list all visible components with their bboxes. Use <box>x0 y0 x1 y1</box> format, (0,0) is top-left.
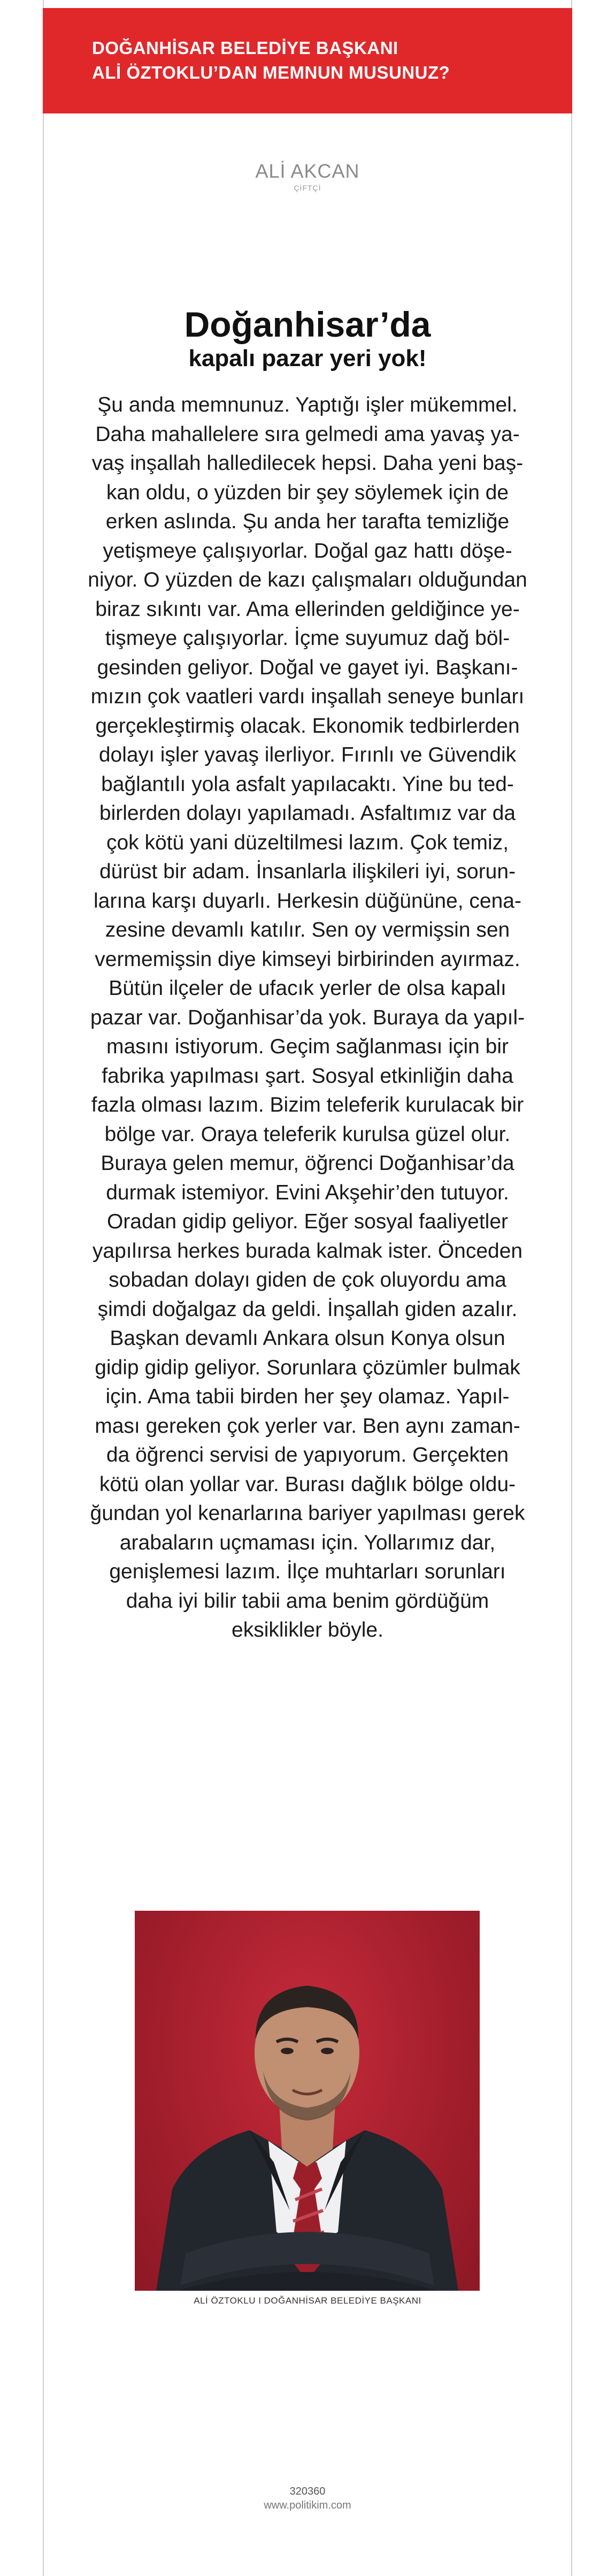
headline-block <box>43 304 572 373</box>
article-line: tişmeye çalışıyorlar. İçme suyumuz dağ böl- <box>105 627 510 650</box>
article-line: masını istiyorum. Geçim sağlanması için bir <box>106 1035 509 1058</box>
article-line: da öğrenci servisi de yapıyorum. Gerçekten <box>106 1443 509 1466</box>
article-line: için. Ama tabii birden her şey olamaz. Yapıl- <box>105 1385 510 1408</box>
photo-caption: ALİ ÖZTOKLU I DOĞANHİSAR BELEDİYE BAŞKANI <box>194 2296 421 2306</box>
article-line: durmak istemiyor. Evini Akşehir’den tutuyor. <box>106 1181 509 1204</box>
article-line: yapılırsa herkes burada kalmak ister. Önceden <box>92 1239 523 1263</box>
article-line: ğundan yol kenarlarına bariyer yapılması gerek <box>90 1502 525 1525</box>
article-line: şimdi doğalgaz da geldi. İnşallah giden azalır. <box>97 1297 518 1321</box>
article-headline: Doğanhisar’da <box>184 305 431 344</box>
footer-url[interactable]: www.politikim.com <box>264 2499 351 2511</box>
article-body <box>80 391 535 1645</box>
article-line: fazla olması lazım. Bizim teleferik kurulacak bir <box>91 1093 524 1116</box>
article-line: Bütün ilçeler de ufacık yerler de olsa kapalı <box>109 977 506 1000</box>
author-role: ÇİFTÇİ <box>294 184 321 192</box>
article-line: niyor. O yüzden de kazı çalışmaları olduğundan <box>88 568 527 591</box>
article-line: biraz sıkıntı var. Ama ellerinden geldiğince ye- <box>95 597 520 621</box>
article-line: Oradan gidip geliyor. Eğer sosyal faaliyetler <box>106 1210 509 1233</box>
article-line: dürüst bir adam. İnsanlarla ilişkileri iyi, sorun- <box>99 860 516 883</box>
article-line: sobadan dolayı giden de çok oluyordu ama <box>109 1268 506 1291</box>
article-line: ması gereken çok yerler var. Ben aynı zaman- <box>95 1414 520 1438</box>
article-line: Şu anda memnunuz. Yaptığı işler mükemmel. <box>97 393 518 416</box>
footer <box>43 2484 572 2512</box>
article-line: bağlantılı yola asfalt yapılacaktı. Yine bu ted- <box>101 772 514 796</box>
article-line: gerçekleştirmiş olacak. Ekonomik tedbirlerden <box>95 714 520 738</box>
article-line: daha iyi bilir tabii ama benim gördüğüm <box>126 1589 489 1613</box>
article-line: bölge var. Oraya teleferik kurulsa güzel olur. <box>104 1122 511 1146</box>
article-line: zesine devamlı katılır. Sen oy vermişsin sen <box>105 918 510 941</box>
article-line: pazar var. Doğanhisar’da yok. Buraya da yapıl- <box>90 1006 525 1029</box>
article-line: birlerden dolayı yapılamadı. Asfaltımız var da <box>99 802 516 825</box>
header-title-line-1: DOĞANHİSAR BELEDİYE BAŞKANI <box>92 38 398 58</box>
article-line: mızın çok vaatleri vardı inşallah seneye bunları <box>90 685 525 708</box>
article-line: yetişmeye çalışıyorlar. Doğal gaz hattı döşe- <box>103 539 512 563</box>
article-line: gidip gidip geliyor. Sorunlara çözümler bulmak <box>95 1356 520 1379</box>
article-subheadline: kapalı pazar yeri yok! <box>188 345 427 371</box>
article-line: Daha mahallelere sıra gelmedi ama yavaş ya- <box>95 422 520 446</box>
article-line: kötü olan yollar var. Burası dağlık bölge oldu- <box>99 1472 516 1496</box>
header-title-line-2: ALİ ÖZTOKLU’DAN MEMNUN MUSUNUZ? <box>92 63 450 82</box>
article-line: genişlemesi lazım. İlçe muhtarları sorunları <box>109 1560 506 1583</box>
article-line: çok kötü yani düzeltilmesi lazım. Çok temiz, <box>106 831 509 854</box>
article-line: vermemişsin diye kimseyi birbirinden ayırmaz. <box>95 947 520 971</box>
footer-code: 320360 <box>289 2486 326 2497</box>
article-line: arabaların uçmaması için. Yollarımız dar, <box>119 1531 496 1554</box>
article-line: vaş inşallah halledilecek hepsi. Daha yeni baş- <box>91 452 524 475</box>
article-line: fabrika yapılması şart. Sosyal etkinliğin daha <box>102 1064 513 1088</box>
mayor-portrait-illustration <box>135 1911 480 2291</box>
article-line: dolayı işler yavaş ilerliyor. Fırınlı ve Güvendik <box>98 743 517 766</box>
header-banner <box>43 8 572 113</box>
article-line: eksiklikler böyle. <box>232 1618 383 1642</box>
article-line: erken aslında. Şu anda her tarafta temizliğe <box>105 510 510 533</box>
article-line: gesinden geliyor. Doğal ve gayet iyi. Başkanı- <box>97 656 518 679</box>
article-line: larına karşı duyarlı. Herkesin düğününe, cena- <box>94 889 521 913</box>
author-name: ALİ AKCAN <box>255 160 360 182</box>
author-block <box>43 159 572 193</box>
article-line: Buraya gelen memur, öğrenci Doğanhisar’da <box>101 1152 514 1175</box>
mayor-photo <box>135 1911 480 2291</box>
article-line: Başkan devamlı Ankara olsun Konya olsun <box>110 1327 505 1350</box>
article-line: kan oldu, o yüzden bir şey söylemek için de <box>106 481 509 504</box>
